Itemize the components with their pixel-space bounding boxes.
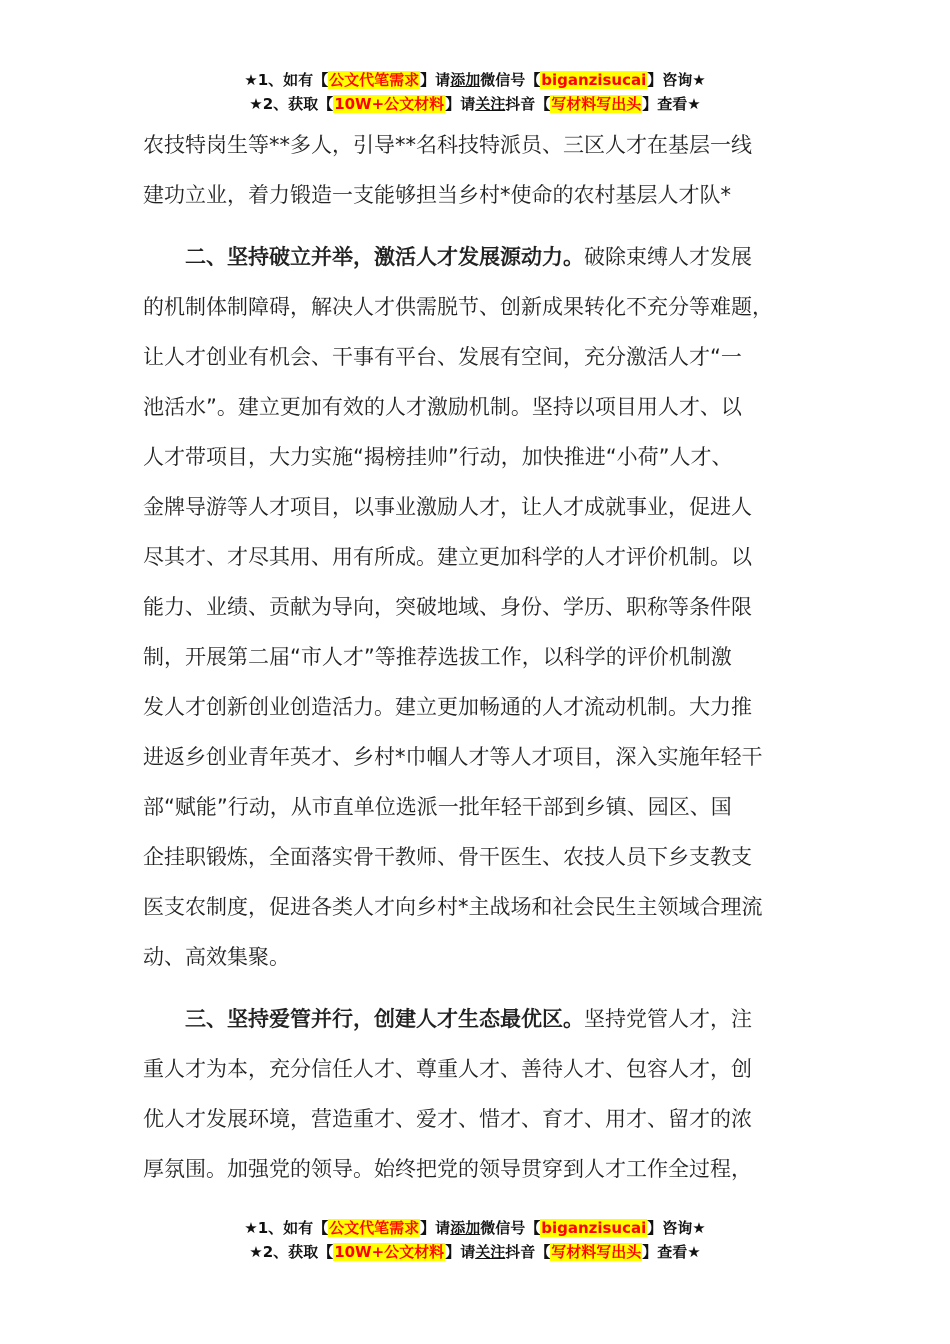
text-line: 池活水”。建立更加有效的人才激励机制。坚持以项目用人才、以 (143, 395, 742, 419)
text-line: 人才带项目，大力实施“揭榜挂帅”行动，加快推进“小荷”人才、 (143, 445, 733, 469)
header-banner (0, 68, 950, 116)
text-line: 动、高效集聚。 (143, 945, 290, 969)
banner-line-2: ★2、获取【10W+公文材料】请关注抖音【写材料写出头】查看★ (249, 1243, 701, 1261)
douyin-account: 写材料写出头 (551, 95, 642, 113)
text-line: 制，开展第二届“市人才”等推荐选拔工作，以科学的评价机制激 (143, 645, 732, 669)
text-line: 重人才为本，充分信任人才、尊重人才、善待人才、包容人才，创 (143, 1057, 752, 1081)
text-line: 尽其才、才尽其用、用有所成。建立更加科学的人才评价机制。以 (143, 545, 752, 569)
paragraph-2 (143, 232, 833, 982)
banner-line-2: ★2、获取【10W+公文材料】请关注抖音【写材料写出头】查看★ (249, 95, 701, 113)
text-line: 三、坚持爱管并行，创建人才生态最优区。坚持党管人才，注 (185, 1007, 752, 1031)
banner-line-1: ★1、如有【公文代笔需求】请添加微信号【biganzisucai】咨询★ (244, 71, 706, 89)
text-line: 厚氛围。加强党的领导。始终把党的领导贯穿到人才工作全过程， (143, 1157, 752, 1181)
banner-line-1: ★1、如有【公文代笔需求】请添加微信号【biganzisucai】咨询★ (244, 1219, 706, 1237)
text-line: 发人才创新创业创造活力。建立更加畅通的人才流动机制。大力推 (143, 695, 752, 719)
banner-highlight: 10W+公文材料 (334, 1243, 445, 1261)
douyin-account: 写材料写出头 (551, 1243, 642, 1261)
text-line: 金牌导游等人才项目，以事业激励人才，让人才成就事业，促进人 (143, 495, 752, 519)
paragraph-1 (143, 120, 833, 220)
text-line: 优人才发展环境，营造重才、爱才、惜才、育才、用才、留才的浓 (143, 1107, 752, 1131)
text-line: 医支农制度，促进各类人才向乡村*主战场和社会民生主领域合理流 (143, 895, 763, 919)
text-line: 的机制体制障碍，解决人才供需脱节、创新成果转化不充分等难题， (143, 295, 773, 319)
text-line: 建功立业，着力锻造一支能够担当乡村*使命的农村基层人才队* (143, 183, 731, 207)
text-line: 能力、业绩、贡献为导向，突破地域、身份、学历、职称等条件限 (143, 595, 752, 619)
text-line: 让人才创业有机会、干事有平台、发展有空间，充分激活人才“一 (143, 345, 742, 369)
banner-highlight: 公文代笔需求 (329, 71, 420, 89)
document-body (143, 120, 833, 1194)
wechat-id: biganzisucai (541, 1219, 647, 1237)
text-line: 二、坚持破立并举，激活人才发展源动力。破除束缚人才发展 (185, 245, 752, 269)
banner-highlight: 公文代笔需求 (329, 1219, 420, 1237)
footer-banner (0, 1216, 950, 1264)
text-line: 农技特岗生等**多人，引导**名科技特派员、三区人才在基层一线 (143, 133, 752, 157)
wechat-id: biganzisucai (541, 71, 647, 89)
text-line: 部“赋能”行动，从市直单位选派一批年轻干部到乡镇、园区、国 (143, 795, 732, 819)
banner-highlight: 10W+公文材料 (334, 95, 445, 113)
section-heading: 二、坚持破立并举，激活人才发展源动力。 (185, 245, 584, 269)
text-line: 企挂职锻炼，全面落实骨干教师、骨干医生、农技人员下乡支教支 (143, 845, 752, 869)
text-line: 进返乡创业青年英才、乡村*巾帼人才等人才项目，深入实施年轻干 (143, 745, 763, 769)
paragraph-3 (143, 994, 833, 1194)
section-heading: 三、坚持爱管并行，创建人才生态最优区。 (185, 1007, 584, 1031)
